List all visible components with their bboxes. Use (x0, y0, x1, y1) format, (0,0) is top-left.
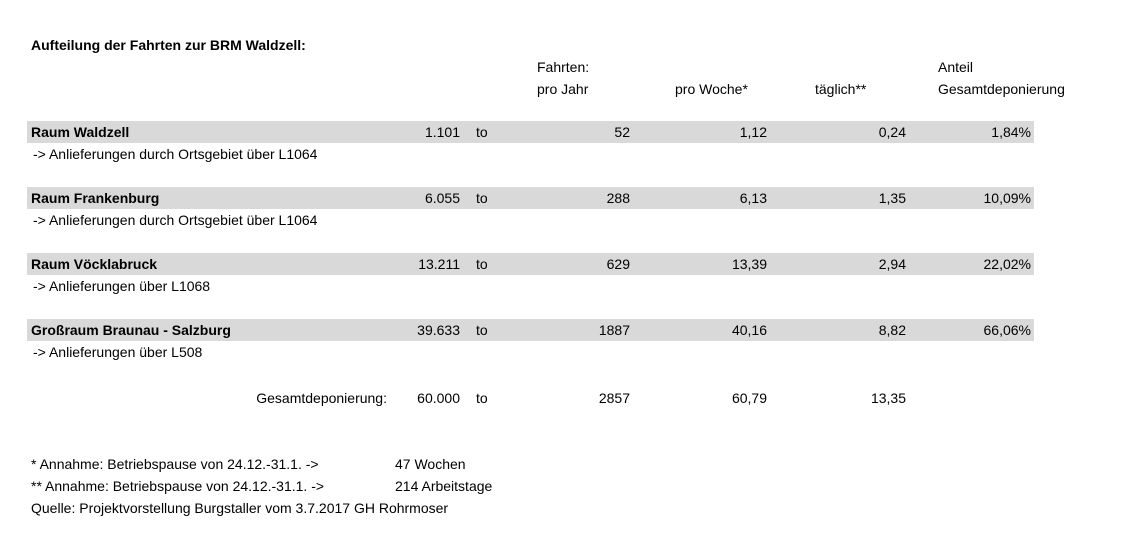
footnote-text: ** Annahme: Betriebspause von 24.12.-31.1. -> (31, 478, 325, 494)
delivery-note: -> Anlieferungen durch Ortsgebiet über L1064 (33, 212, 318, 228)
header-gesamtdeponierung: Gesamtdeponierung (938, 81, 1065, 97)
trips-per-year: 1887 (598, 322, 630, 338)
tonnage-value: 39.633 (417, 322, 460, 338)
footnote-text: * Annahme: Betriebspause von 24.12.-31.1. -> (31, 456, 319, 472)
footnote-value: 214 Arbeitstage (395, 478, 493, 494)
trips-per-week: 40,16 (731, 322, 767, 338)
trips-per-week: 6,13 (739, 190, 767, 206)
source-note: Quelle: Projektvorstellung Burgstaller vom 3.7.2017 GH Rohrmoser (31, 500, 449, 516)
footnote-value: 47 Wochen (395, 456, 466, 472)
region-name: Großraum Braunau - Salzburg (31, 322, 231, 338)
tonnage-unit: to (476, 322, 488, 338)
total-label: Gesamtdeponierung: (256, 390, 387, 406)
tonnage-value: 6.055 (424, 190, 460, 206)
trips-per-week: 13,39 (731, 256, 767, 272)
header-fahrten: Fahrten: (537, 59, 590, 75)
trips-per-day: 1,35 (878, 190, 906, 206)
trips-per-day: 0,24 (878, 124, 906, 140)
header-anteil: Anteil (938, 59, 974, 75)
total-trips-per-week: 60,79 (731, 390, 767, 406)
trips-per-week: 1,12 (739, 124, 767, 140)
region-name: Raum Waldzell (31, 124, 130, 140)
header-pro-jahr: pro Jahr (537, 81, 589, 97)
trips-per-year: 629 (606, 256, 630, 272)
tonnage-unit: to (476, 124, 488, 140)
region-name: Raum Vöcklabruck (31, 256, 158, 272)
trips-per-day: 2,94 (878, 256, 906, 272)
share-percent: 22,02% (983, 256, 1031, 272)
region-name: Raum Frankenburg (31, 190, 160, 206)
total-trips-per-day: 13,35 (870, 390, 906, 406)
trips-per-day: 8,82 (878, 322, 906, 338)
total-trips-per-year: 2857 (598, 390, 630, 406)
share-percent: 10,09% (983, 190, 1031, 206)
trips-per-year: 288 (606, 190, 630, 206)
share-percent: 66,06% (983, 322, 1031, 338)
delivery-note: -> Anlieferungen über L508 (33, 344, 203, 360)
share-percent: 1,84% (991, 124, 1031, 140)
tonnage-unit: to (476, 256, 488, 272)
header-pro-woche: pro Woche* (675, 81, 748, 97)
total-tonnage-unit: to (476, 390, 488, 406)
header-taeglich: täglich** (815, 81, 867, 97)
page-title: Aufteilung der Fahrten zur BRM Waldzell: (31, 37, 306, 53)
tonnage-value: 13.211 (418, 256, 460, 272)
total-tonnage-value: 60.000 (417, 390, 460, 406)
tonnage-value: 1.101 (424, 124, 460, 140)
delivery-note: -> Anlieferungen über L1068 (33, 278, 211, 294)
tonnage-unit: to (476, 190, 488, 206)
delivery-note: -> Anlieferungen durch Ortsgebiet über L1064 (33, 146, 318, 162)
trips-per-year: 52 (614, 124, 630, 140)
